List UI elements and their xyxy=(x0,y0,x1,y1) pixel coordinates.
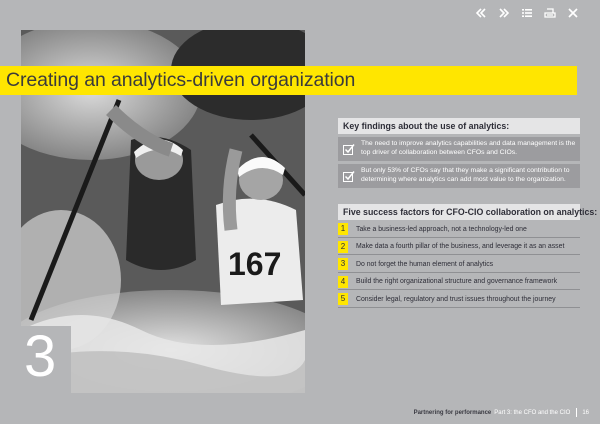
success-factor-item xyxy=(338,222,580,238)
success-factors-heading: Five success factors for CFO-CIO collaboration on analytics: xyxy=(338,204,580,220)
page-title: Creating an analytics-driven organization xyxy=(6,69,356,91)
close-icon[interactable] xyxy=(566,6,580,20)
title-band xyxy=(0,66,577,95)
key-finding-item xyxy=(338,164,580,188)
footer-divider xyxy=(576,408,577,417)
checkbox-checked-icon xyxy=(343,170,355,182)
footer-publication: Partnering for performance xyxy=(413,409,492,416)
key-finding-text: The need to improve analytics capabilities and data management is the top driver of collaboration between CFOs and CIOs. xyxy=(361,140,576,156)
key-finding-item xyxy=(338,137,580,161)
print-icon[interactable] xyxy=(543,6,557,20)
page-navigation xyxy=(474,6,580,20)
factor-number: 4 xyxy=(338,276,348,288)
content-column xyxy=(338,118,598,308)
success-factor-item xyxy=(338,239,580,255)
factor-number: 1 xyxy=(338,223,348,235)
key-finding-text: But only 53% of CFOs say that they make a significant contribution to determining where analytics can add most value to the organization. xyxy=(361,167,570,183)
page-number: 16 xyxy=(582,409,589,416)
success-factor-item xyxy=(338,292,580,308)
factor-text: Build the right organizational structure and governance framework xyxy=(356,278,558,285)
factor-number: 5 xyxy=(338,293,348,305)
bib-number: 167 xyxy=(228,246,282,282)
factor-text: Do not forget the human element of analytics xyxy=(356,260,494,268)
checkbox-checked-icon xyxy=(343,143,355,155)
double-chevron-right-icon[interactable] xyxy=(497,6,511,20)
factor-text: Make data a fourth pillar of the business, and leverage it as an asset xyxy=(356,243,565,250)
success-factor-item xyxy=(338,274,580,290)
factor-number: 3 xyxy=(338,258,348,270)
key-findings-heading: Key findings about the use of analytics: xyxy=(338,118,580,134)
chapter-number: 3 xyxy=(21,326,71,393)
double-chevron-left-icon[interactable] xyxy=(474,6,488,20)
success-factors xyxy=(338,204,598,308)
contents-list-icon[interactable] xyxy=(520,6,534,20)
success-factor-item xyxy=(338,257,580,273)
factor-text: Take a business-led approach, not a technology-led one xyxy=(356,225,527,233)
footer-part: Part 3: the CFO and the CIO xyxy=(494,409,571,416)
factor-number: 2 xyxy=(338,241,348,253)
factor-text: Consider legal, regulatory and trust issues throughout the journey xyxy=(356,295,556,303)
page-footer xyxy=(414,408,589,417)
